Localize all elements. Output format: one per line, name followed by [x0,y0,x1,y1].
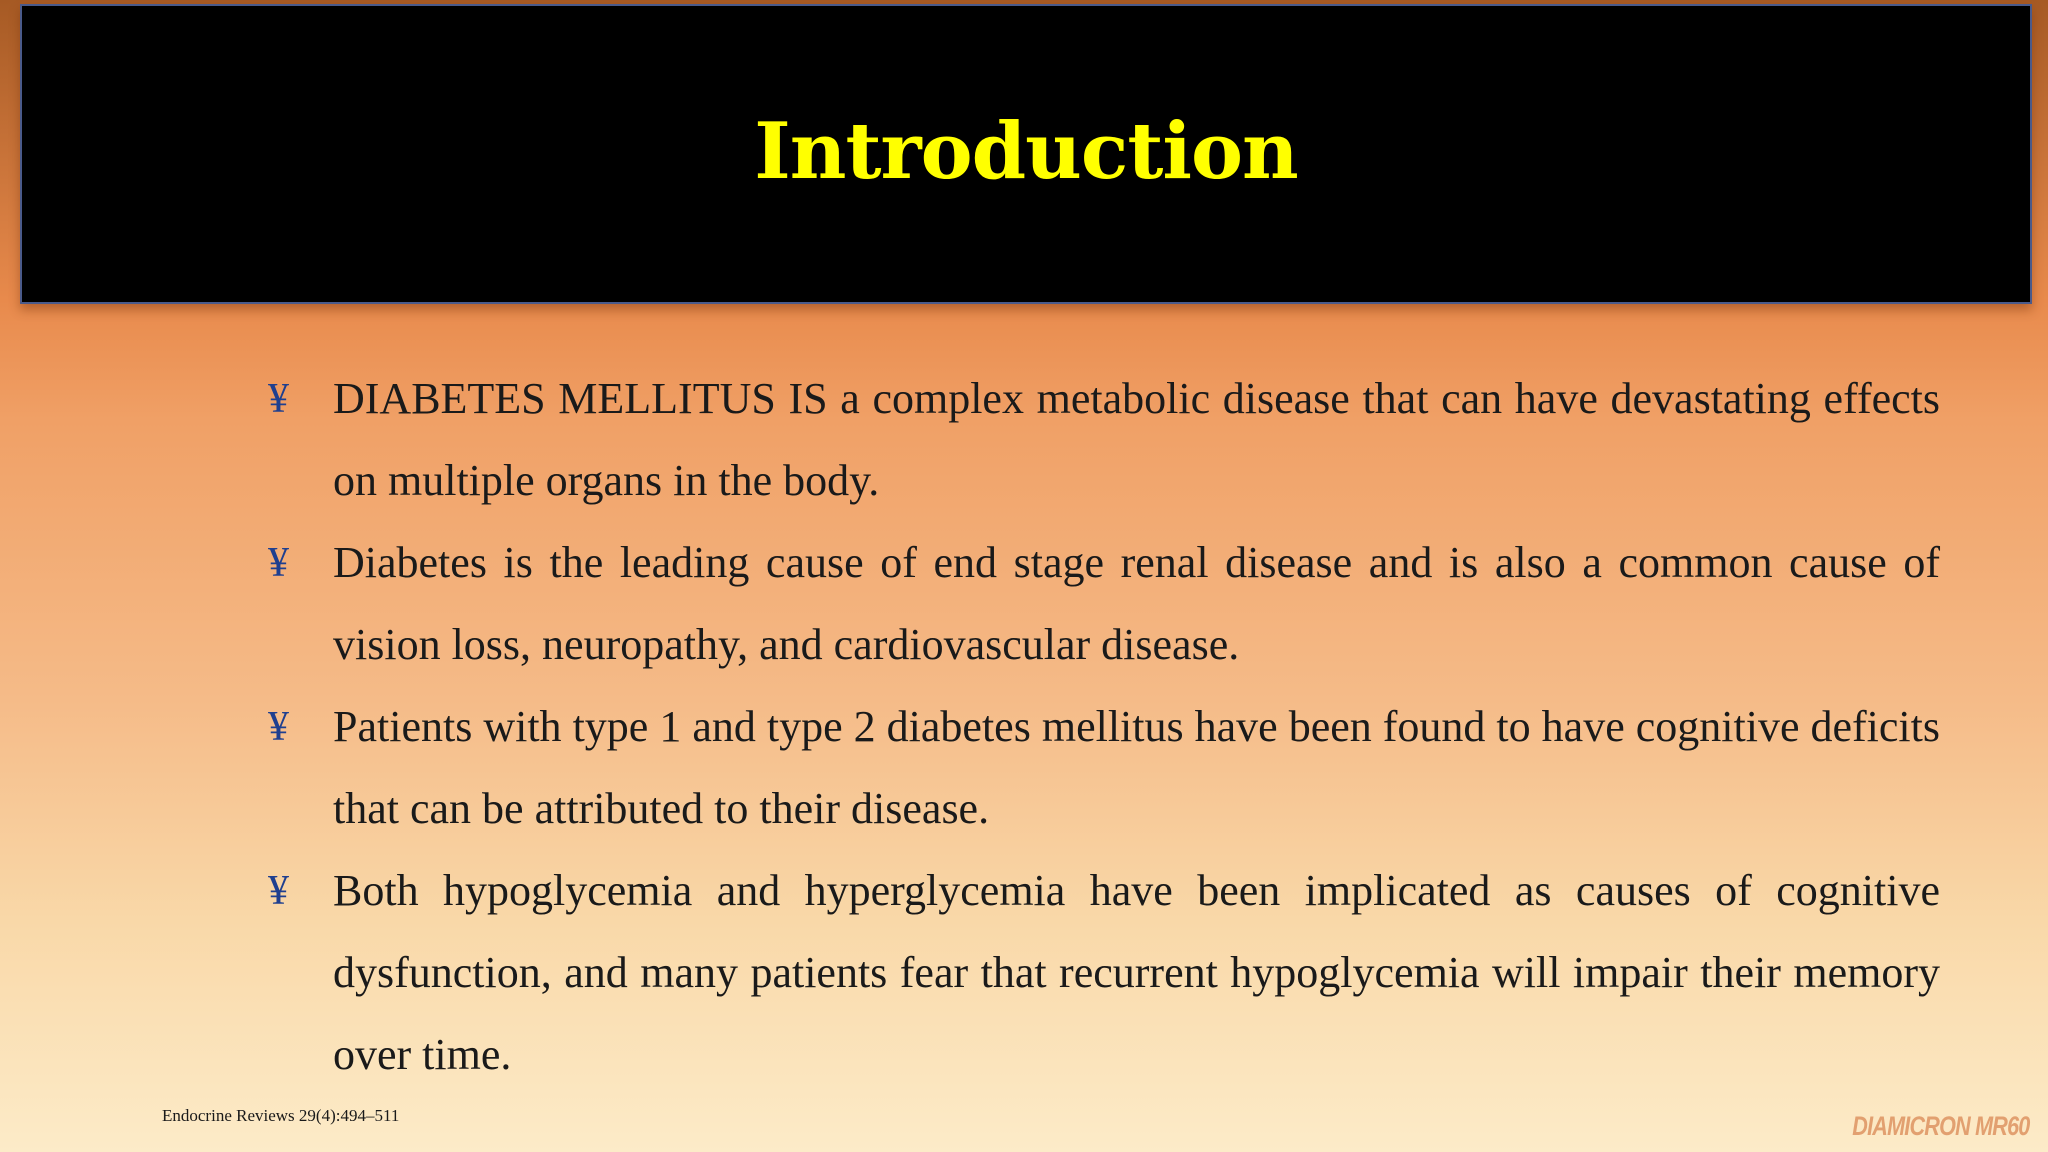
bullet-text: Patients with type 1 and type 2 diabetes mellitus have been found to have cognitive deficits that can be attributed to their disease. [333,702,1940,833]
title-bar [20,4,2032,304]
yen-bullet-icon: ¥ [268,704,289,750]
bullet-text: Diabetes is the leading cause of end stage renal disease and is also a common cause of vision loss, neuropathy, and cardiovascular disease. [333,538,1940,669]
bullet-item [268,358,1940,522]
bullet-item [268,686,1940,850]
bullet-text: DIABETES MELLITUS IS a complex metabolic disease that can have devastating effects on multiple organs in the body. [333,374,1940,505]
slide-title: Introduction [754,106,1298,197]
bullet-text: Both hypoglycemia and hyperglycemia have been implicated as causes of cognitive dysfunction, and many patients fear that recurrent hypoglycemia will impair their memory over time. [333,866,1940,1079]
bullet-item [268,850,1940,1096]
brand-logo: DIAMICRON MR60 [1852,1111,2030,1141]
yen-bullet-icon: ¥ [268,376,289,422]
bullet-item [268,522,1940,686]
bullet-list [268,358,1940,1096]
yen-bullet-icon: ¥ [268,540,289,586]
citation: Endocrine Reviews 29(4):494–511 [162,1106,400,1125]
yen-bullet-icon: ¥ [268,868,289,914]
